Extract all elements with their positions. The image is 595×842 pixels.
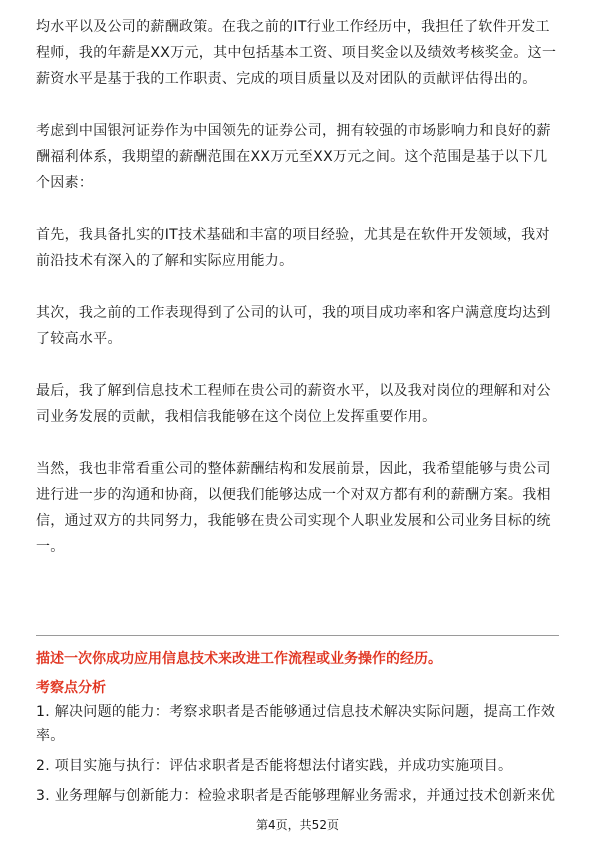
page-number: 第4页，共52页: [256, 818, 339, 832]
analysis-list: [36, 700, 559, 814]
body-paragraph: 考虑到中国银河证券作为中国领先的证券公司，拥有较强的市场影响力和良好的薪酬福利体系，我期望的薪酬范围在XX万元至XX万元之间。这个范围是基于以下几个因素：: [36, 123, 551, 191]
body-paragraph: 均水平以及公司的薪酬政策。在我之前的IT行业工作经历中，我担任了软件开发工程师，我的年薪是XX万元，其中包括基本工资、项目奖金以及绩效考核奖金。这一薪资水平是基于我的工作职责、完成的项目质量以及对团队的贡献评估得出的。: [36, 19, 557, 87]
answer-body: [36, 14, 559, 560]
interview-question: 描述一次你成功应用信息技术来改进工作流程或业务操作的经历。: [36, 651, 442, 667]
body-paragraph: 最后，我了解到信息技术工程师在贵公司的薪资水平，以及我对岗位的理解和对公司业务发展的贡献，我相信我能够在这个岗位上发挥重要作用。: [36, 383, 551, 425]
analysis-item: 2. 项目实施与执行：评估求职者是否能将想法付诸实践，并成功实施项目。: [36, 758, 513, 774]
analysis-item: 3. 业务理解与创新能力：检验求职者是否能够理解业务需求，并通过技术创新来优: [36, 788, 556, 804]
body-paragraph: 其次，我之前的工作表现得到了公司的认可，我的项目成功率和客户满意度均达到了较高水平。: [36, 305, 551, 347]
analysis-item: 1. 解决问题的能力：考察求职者是否能够通过信息技术解决实际问题，提高工作效率。: [36, 704, 556, 744]
body-paragraph: 首先，我具备扎实的IT技术基础和丰富的项目经验，尤其是在软件开发领域，我对前沿技术有深入的了解和实际应用能力。: [36, 227, 550, 269]
analysis-heading: 考察点分析: [36, 680, 106, 696]
section-divider: [36, 635, 559, 636]
body-paragraph: 当然，我也非常看重公司的整体薪酬结构和发展前景，因此，我希望能够与贵公司进行进一步的沟通和协商，以便我们能够达成一个对双方都有利的薪酬方案。我相信，通过双方的共同努力，我能够在贵公司实现个人职业发展和公司业务目标的统一。: [36, 461, 551, 555]
